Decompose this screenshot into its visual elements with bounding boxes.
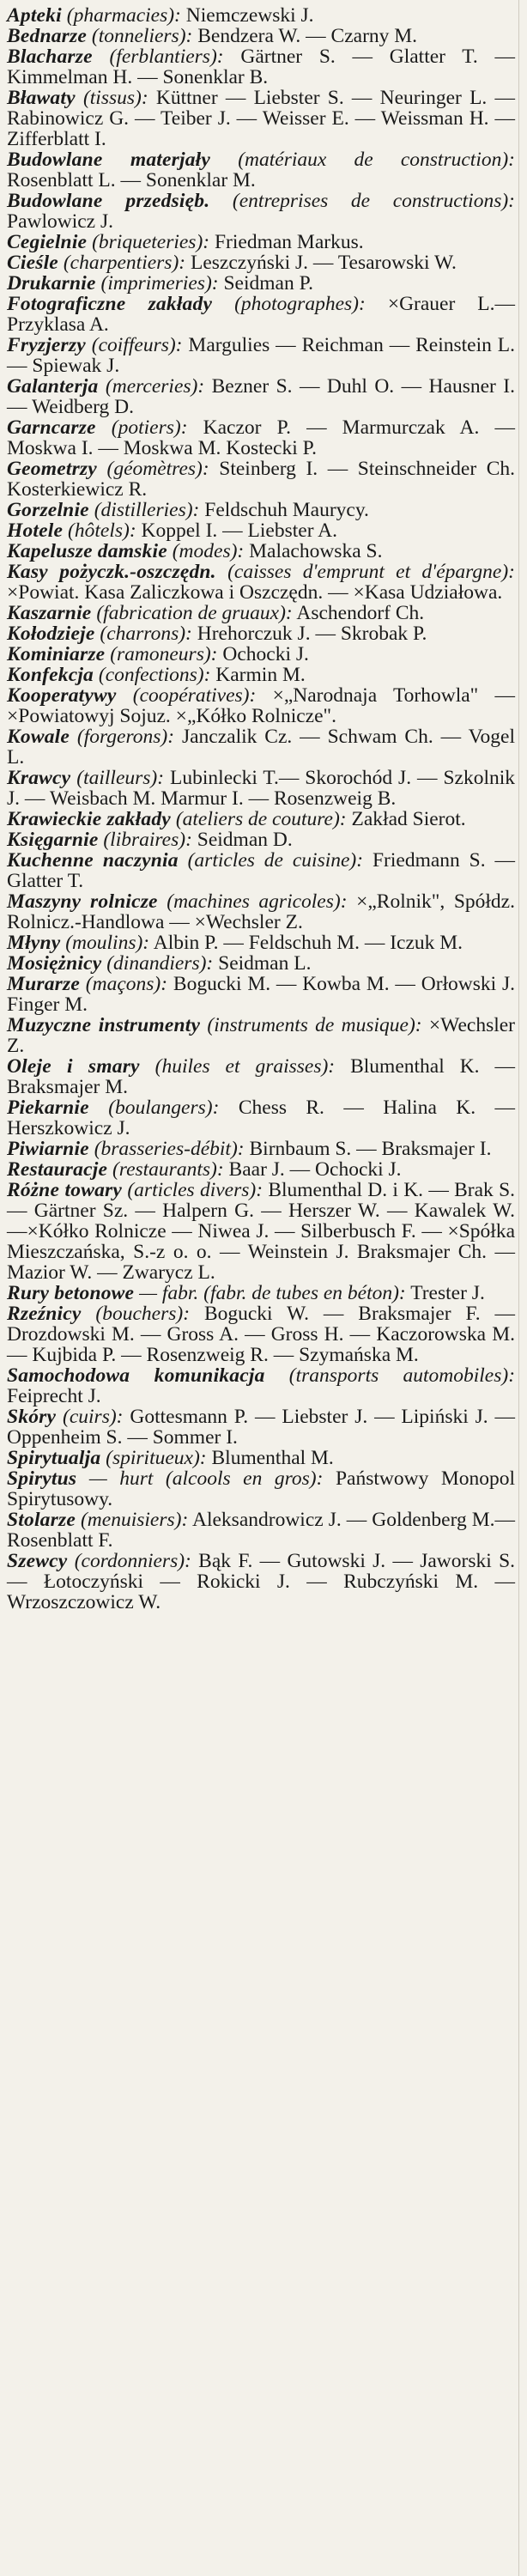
trade-french-name: (libraires): [103,829,192,851]
trade-name: Piwiarnie [7,1138,89,1160]
directory-entry [7,294,515,335]
trade-french-name: (tonneliers): [91,25,193,47]
trade-french-name: (maçons): [85,973,168,995]
business-names: Feiprecht J. [7,1385,101,1407]
business-names: ×Wechsler Z. [7,1014,515,1057]
trade-french-name: (instruments de musique): [207,1014,422,1036]
trade-french-name: (photographes): [234,293,366,315]
business-names: Pawlowicz J. [7,210,114,233]
trade-name: Murarze [7,973,80,995]
directory-entry [7,500,515,520]
trade-french-name: (imprimeries): [100,272,219,295]
trade-french-name: (tailleurs): [76,767,165,789]
trade-name: Krawcy [7,767,71,789]
business-names: ×Grauer L.— Przyklasa A. [7,293,516,336]
directory-entry [7,933,515,953]
business-names: Janczalik Cz. — Schwam Ch. — Vogel L. [7,726,515,769]
trade-name: Samochodowa komunikacja [7,1364,265,1387]
trade-french-name: (ferblantiers): [109,46,224,68]
directory-entry [7,1283,515,1303]
business-names: Margulies — Reichman — Reinstein L. — Spiewak J. [7,334,516,377]
trade-name: Cieśle [7,252,58,274]
trade-name: Kooperatywy [7,684,117,707]
trade-french-name: (coopératives): [132,684,257,707]
trade-name: Bednarze [7,25,87,47]
directory-entry [7,459,515,500]
directory-entry [7,1406,515,1448]
directory-entry [7,1159,515,1180]
trade-name: Rzeźnicy [7,1303,82,1325]
trade-french-name: (machines agricoles): [167,890,348,913]
directory-entry [7,1097,515,1139]
trade-french-name: (fabrication de gruaux): [96,602,293,624]
trade-name: Piekarnie [7,1097,89,1119]
trade-french-name: (distilleries): [94,499,200,521]
business-names: Bezner S. — Duhl O. — Hausner I. — Weidberg D. [7,375,515,418]
business-names: Gottesmann P. — Liebster J. — Lipiński J. — Oppenheim S. — Sommer I. [7,1406,515,1449]
trade-name: Restauracje [7,1158,108,1181]
trade-name: Garncarze [7,416,96,439]
directory-entry [7,1551,515,1613]
business-names: Państwowy Monopol Spirytusowy. [7,1467,516,1510]
trade-french-name: (transports automobiles): [288,1364,516,1387]
trade-french-name: — hurt (alcools en gros): [88,1467,324,1490]
trade-name: Księgarnie [7,829,99,851]
trade-name: Fryzjerzy [7,334,86,356]
trade-french-name: (charpentiers): [63,252,186,274]
business-names: Friedman Markus. [214,231,364,253]
trade-french-name: — fabr. (fabr. de tubes en béton): [139,1282,406,1304]
trade-name: Różne towary [7,1179,123,1201]
business-names: Zakład Sierot. [351,808,466,830]
trade-name: Kaszarnie [7,602,92,624]
trade-french-name: (charrons): [100,623,192,645]
directory-entry [7,335,515,376]
column-rule [518,0,519,2576]
trade-name: Hotele [7,519,64,542]
trade-name: Konfekcja [7,664,94,686]
trade-name: Kapelusze damskie [7,540,167,562]
trade-name: Kuchenne naczynia [7,849,179,872]
directory-entry [7,1180,515,1283]
business-names: Friedmann S. — Glatter T. [7,849,515,892]
trade-name: Oleje i smary [7,1055,140,1078]
trade-name: Mosiężnicy [7,952,102,975]
trade-name: Krawieckie zakłady [7,808,171,830]
trade-name: Fotograficzne zakłady [7,293,213,315]
trade-name: Spirytus [7,1467,77,1490]
trade-french-name: (restaurants): [112,1158,224,1181]
directory-entry [7,562,515,603]
trade-name: Maszyny rolnicze [7,890,158,913]
trade-french-name: (matériaux de construction): [238,149,515,171]
business-names: Blumenthal M. [211,1447,334,1469]
business-names: Karmin M. [215,664,306,686]
trade-name: Kołodzieje [7,623,95,645]
trade-name: Blacharze [7,46,93,68]
trade-name: Bławaty [7,87,76,109]
business-names: Feldschuh Maurycy. [204,499,369,521]
trade-french-name: (potiers): [111,416,188,439]
trade-french-name: (hôtels): [68,519,136,542]
directory-entry [7,1139,515,1159]
directory-entry [7,1510,515,1551]
trade-french-name: (articles divers): [127,1179,264,1201]
trade-french-name: (ateliers de couture): [175,808,347,830]
business-names: Aschendorf Ch. [296,602,425,624]
business-names: Bogucki M. — Kowba M. — Orłowski J. Finger M. [7,973,516,1016]
trade-french-name: (huiles et graisses): [154,1055,336,1078]
directory-entry [7,376,515,417]
directory-entry [7,88,515,149]
directory-entry [7,1303,515,1365]
trade-french-name: (pharmacies): [66,4,181,27]
trade-name: Skóry [7,1406,57,1428]
directory-entry [7,768,515,809]
business-names: Baar J. — Ochocki J. [228,1158,402,1181]
trade-french-name: (moulins): [65,932,150,954]
directory-entry [7,417,515,459]
directory-entry [7,541,515,562]
trade-name: Rury betonowe [7,1282,135,1304]
business-names: Malachowska S. [249,540,383,562]
trade-french-name: (géomètres): [106,458,209,480]
trade-french-name: (entreprises de constructions): [232,190,515,212]
business-names: Gärtner S. — Glatter T. — Kimmelman H. — Sonenklar B. [7,46,516,88]
business-names: Seidman P. [223,272,313,295]
trade-name: Apteki [7,4,62,27]
trade-french-name: (modes): [172,540,245,562]
trade-name: Drukarnie [7,272,96,295]
directory-entry [7,685,515,726]
directory-entry [7,5,515,26]
directory-entry [7,273,515,294]
directory-entry [7,850,515,891]
trade-name: Budowlane materjały [7,149,211,171]
business-names: Birnbaum S. — Braksmajer I. [249,1138,492,1160]
directory-entry [7,252,515,273]
directory-entry [7,665,515,685]
business-names: Lubinlecki T.— Skorochód J. — Szkolnik J. — Weisbach M. Marmur I. — Rosenzweig B. [7,767,516,810]
trade-name: Młyny [7,932,61,954]
trade-french-name: (merceries): [105,375,205,398]
trade-french-name: (menuisiers): [80,1509,189,1531]
directory-entry [7,1015,515,1056]
trade-name: Muzyczne instrumenty [7,1014,201,1036]
business-names: Trester J. [410,1282,485,1304]
business-names: Hrehorczuk J. — Skrobak P. [197,623,427,645]
business-names: Koppel I. — Liebster A. [141,519,337,542]
business-names: Bendzera W. — Czarny M. [197,25,418,47]
trade-french-name: (cordonniers): [74,1550,191,1572]
business-names: Leszczyński J. — Tesarowski W. [190,252,457,274]
business-names: Bąk F. — Gutowski J. — Jaworski S. — Łotoczyński — Rokicki J. — Rubczyński M. — Wrzoszczowicz W. [7,1550,516,1613]
directory-entry [7,809,515,829]
trade-name: Galanterja [7,375,99,398]
directory-entry [7,644,515,665]
business-names: Aleksandrowicz J. — Goldenberg M.—Rosenblatt F. [7,1509,516,1552]
business-names: Küttner — Liebster S. — Neuringer L. — Rabinowicz G. — Teiber J. — Weisser E. — Weissman H. — Zifferblatt I. [7,87,516,150]
directory-entry [7,46,515,88]
business-names: ×„Narodnaja Torhowla" — ×Powiatowyj Sojuz. ×„Kółko Rolnicze". [7,684,516,727]
directory-entry [7,829,515,850]
directory-entry [7,623,515,644]
trade-french-name: (caisses d'emprunt et d'épargne): [227,561,515,583]
trade-name: Spirytualja [7,1447,101,1469]
trade-name: Geometrzy [7,458,97,480]
directory-entry [7,974,515,1015]
trade-french-name: (spiritueux): [106,1447,207,1469]
business-names: Ochocki J. [222,643,309,665]
directory-entry [7,149,515,191]
directory-entry [7,26,515,46]
business-names: Steinberg I. — Steinschneider Ch. Kosterkiewicz R. [7,458,516,501]
trade-name: Kasy pożyczk.-oszczędn. [7,561,216,583]
trade-name: Kominiarze [7,643,106,665]
business-names: Rosenblatt L. — Sonenklar M. [7,169,256,191]
trade-french-name: (dinandiers): [106,952,214,975]
trade-french-name: (briqueteries): [92,231,210,253]
business-names: Seidman L. [218,952,312,975]
directory-entry [7,1365,515,1406]
trade-french-name: (confections): [98,664,211,686]
directory-entry [7,953,515,974]
directory-entry [7,1468,515,1510]
directory-entry [7,191,515,232]
business-names: Bogucki W. — Braksmajer F. — Drozdowski M. — Gross A. — Gross H. — Kaczorowska M. — Kujbida P. — Rosenzweig R. — Szymańska M. [7,1303,516,1366]
business-names: Chess R. — Halina K. — Herszkowicz J. [7,1097,516,1139]
business-names: ×Powiat. Kasa Zaliczkowa i Oszczędn. — ×Kasa Udziałowa. [7,581,503,604]
business-names: Blumenthal K. — Braksmajer M. [7,1055,515,1098]
trade-french-name: (coiffeurs): [91,334,183,356]
trade-french-name: (forgerons): [76,726,175,748]
business-names: Seidman D. [197,829,293,851]
business-names: Blumenthal D. i K. — Brak S. — Gärtner Sz. — Halpern G. — Herszer W. — Kawalek W. —×Kółko Rolnicze — Niwea J. — Silberbusch F. — ×Spółka Mieszczańska, S.-z o. o. — Weinstein J. Braksmajer Ch. — Mazior W. — Zwarycz L. [7,1179,516,1284]
directory-entry [7,1448,515,1468]
trade-name: Kowale [7,726,70,748]
directory-entry [7,891,515,933]
trade-french-name: (ramoneurs): [110,643,218,665]
trade-french-name: (cuirs): [63,1406,124,1428]
trade-name: Gorzelnie [7,499,89,521]
trade-name: Budowlane przedsięb. [7,190,210,212]
trade-directory-column [7,5,515,1613]
trade-name: Cegielnie [7,231,88,253]
business-names: Kaczor P. — Marmurczak A. — Moskwa I. — Moskwa M. Kostecki P. [7,416,516,459]
directory-entry [7,520,515,541]
trade-french-name: (bouchers): [95,1303,191,1325]
business-names: ×„Rolnik", Spółdz. Rolnicz.-Handlowa — ×Wechsler Z. [7,890,515,933]
trade-french-name: (tissus): [82,87,148,109]
trade-french-name: (articles de cuisine): [187,849,364,872]
trade-name: Stolarze [7,1509,76,1531]
trade-french-name: (brasseries-débit): [94,1138,245,1160]
directory-entry [7,232,515,252]
trade-french-name: (boulangers): [108,1097,220,1119]
trade-name: Szewcy [7,1550,68,1572]
business-names: Niemczewski J. [185,4,314,27]
directory-entry [7,726,515,768]
directory-entry [7,1056,515,1097]
directory-entry [7,603,515,623]
business-names: Albin P. — Feldschuh M. — Iczuk M. [153,932,463,954]
